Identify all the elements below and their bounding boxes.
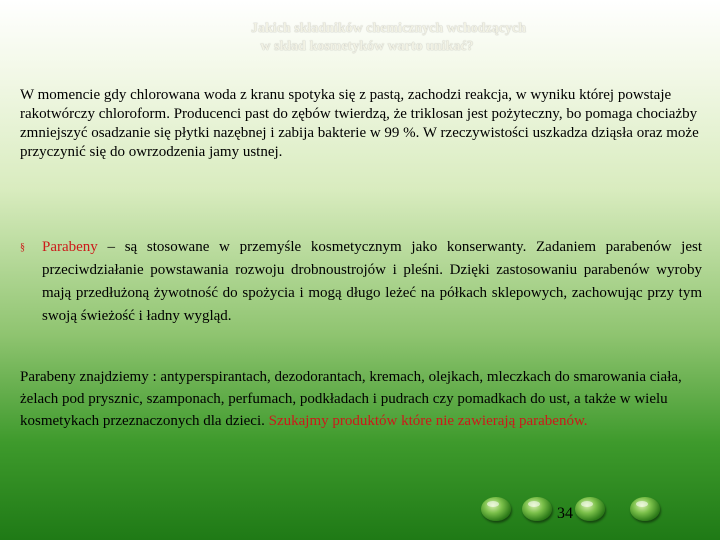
- nav-button-2[interactable]: [522, 497, 552, 521]
- nav-button-shine: [581, 501, 593, 507]
- intro-paragraph: W momencie gdy chlorowana woda z kranu spotyka się z pastą, zachodzi reakcja, w wyniku której powstaje rakotwórczy chloroform. Producenci past do zębów twierdzą, że triklosan jest pożyteczny, bo pomaga chociażby zmniejszyć osadzanie się płytki nazębnej i zabija bakterie w 99 %. W rzeczywistości uszkadza dziąsła oraz może przyczynić się do owrzodzenia jamy ustnej.: [20, 87, 699, 160]
- nav-button-shine: [487, 501, 499, 507]
- bullet-text: [20, 236, 702, 328]
- locations-text: Parabeny znajdziemy : antyperspirantach, dezodorantach, kremach, olejkach, mleczkach do smarowania ciała, żelach pod prysznic, szamponach, perfumach, podkładach i pudrach czy pomadkach do ust, a także w wielu kosmetykach przeznaczonych dla dzieci.: [20, 369, 682, 429]
- parabens-locations-paragraph: [20, 366, 700, 432]
- slide-title-line-2: w skład kosmetyków warto unikać?: [260, 39, 474, 54]
- nav-button-4[interactable]: [630, 497, 660, 521]
- page-number: 34: [557, 505, 573, 522]
- bullet-term: Parabeny: [42, 239, 98, 255]
- parabens-bullet: [20, 236, 702, 328]
- slide-title-line-1: Jakich składników chemicznych wchodzących: [251, 21, 526, 36]
- bullet-description: – są stosowane w przemyśle kosmetycznym jako konserwanty. Zadaniem parabenów jest przeciwdziałanie powstawania rozwoju drobnoustrojów i pleśni. Dzięki zastosowaniu parabenów wyroby mają przedłużoną żywotność do spożycia i mogą długo leżeć na półkach sklepowych, zachowując przy tym swoją świeżość i ładny wygląd.: [42, 239, 702, 324]
- slide-title: [0, 20, 720, 56]
- nav-button-3[interactable]: [575, 497, 605, 521]
- highlight-text: Szukajmy produktów które nie zawierają parabenów.: [268, 413, 588, 429]
- bullet-marker: §: [20, 242, 25, 253]
- nav-button-1[interactable]: [481, 497, 511, 521]
- nav-button-shine: [636, 501, 648, 507]
- nav-button-shine: [528, 501, 540, 507]
